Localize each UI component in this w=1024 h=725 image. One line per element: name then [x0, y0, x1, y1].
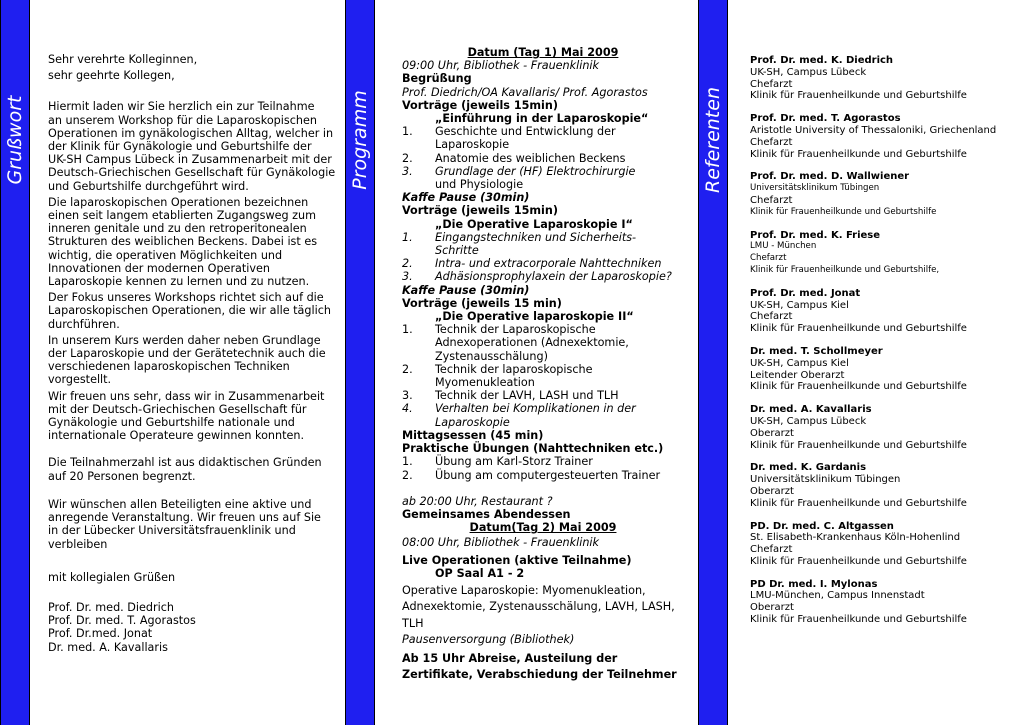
text-line: Deutsch-Griechischen Gesellschaft für Gynäkologie	[48, 166, 336, 180]
referent-detail: UK-SH, Campus Lübeck	[750, 415, 867, 427]
list-text: Geschichte und Entwicklung der Laparoskopie	[435, 125, 616, 152]
referent-name: Prof. Dr. med. T. Agorastos	[750, 113, 901, 125]
text-line: verschiedenen laparoskopischen Techniken	[48, 360, 290, 374]
text-line: Adnexektomie, Zystenausschälung, LAVH, LASH,	[402, 600, 675, 614]
list-number: 2.	[402, 362, 413, 376]
referent-entry	[750, 404, 1020, 451]
list-text: Technik der Laparoskopische Adnexoperationen (Adnexektomie, Zystenausschälung)	[435, 323, 629, 363]
list-number: 3.	[402, 389, 413, 403]
text-line: anregende Veranstaltung. Wir freuen uns auf Sie	[48, 511, 321, 525]
text-line: Gynäkologie und Geburtshilfe nationale und	[48, 416, 295, 430]
block1-subtitle: „Einführung in der Laparoskopie“	[435, 112, 649, 126]
text-line: Der Fokus unseres Workshops richtet sich auf die	[48, 291, 324, 305]
text-line: wichtig, die operativen Möglichkeiten und	[48, 248, 283, 262]
list-item	[402, 402, 684, 428]
list-text: Adhäsionsprophylaxein der Laparoskopie?	[435, 270, 672, 284]
evening-dinner: Gemeinsames Abendessen	[402, 507, 571, 521]
referent-name: Prof. Dr. med. K. Friese	[750, 229, 881, 241]
referent-detail: UK-SH, Campus Lübeck	[750, 66, 867, 78]
list-item	[402, 389, 684, 402]
greeting-heading: Begrüßung	[402, 72, 472, 86]
list-item	[402, 165, 684, 178]
list-text: Technik der laparoskopische Myomenukleation	[435, 362, 593, 390]
text-line: inneren genitale und zu den retroperitonealen	[48, 222, 307, 236]
closing-program	[402, 651, 684, 684]
referent-entry	[750, 462, 1020, 509]
text-line: Operationen im gynäkologischen Alltag, welcher in	[48, 126, 334, 140]
text-line: Laparoskopischen Operationen, die wir alle täglich	[48, 304, 331, 318]
referent-detail: Klinik für Frauenheilkunde und Geburtshilfe	[750, 439, 967, 451]
block3-heading: Vorträge (jeweils 15 min)	[402, 296, 562, 310]
day1-location: 09:00 Uhr, Bibliothek - Frauenklinik	[402, 59, 600, 73]
text-line: Wir freuen uns sehr, dass wir in Zusammenarbeit	[48, 389, 325, 403]
referent-detail: Oberarzt	[750, 602, 794, 614]
referent-entry	[750, 55, 1020, 102]
list-text: Technik der LAVH, LASH und TLH	[435, 389, 619, 403]
referent-name: PD. Dr. med. C. Altgassen	[750, 520, 894, 532]
text-line: Prof. Dr. med. T. Agorastos	[48, 614, 196, 628]
referent-entry	[750, 579, 1020, 626]
block2-list	[402, 231, 684, 284]
list-number: 3.	[402, 164, 413, 178]
referent-name: Prof. Dr. med. D. Wallwiener	[750, 171, 910, 183]
text-line: der Laparoskopie und der Gerätetechnik auch die	[48, 347, 326, 361]
day2-title: Datum(Tag 2) Mai 2009	[469, 521, 617, 535]
list-item	[402, 231, 684, 257]
program-schedule	[402, 46, 684, 684]
referent-detail: St. Elisabeth-Krankenhaus Köln-Hohenlind	[750, 532, 961, 544]
text-line: internationale Operateure gewinnen konnten.	[48, 429, 305, 443]
list-item	[402, 455, 684, 468]
text-line: Innovationen der modernen Operativen	[48, 261, 270, 275]
signatures	[48, 601, 338, 654]
block3-list	[402, 323, 684, 429]
text-line: Operative Laparoskopie: Myomenukleation,	[402, 583, 646, 597]
text-line: Laparoskopie kennen zu lernen und zu nutzen.	[48, 275, 310, 289]
block2-subtitle: „Die Operative Laparoskopie I“	[435, 217, 633, 231]
block3-subtitle: „Die Operative laparoskopie II“	[435, 310, 634, 324]
referent-name: Prof. Dr. med. Jonat	[750, 287, 861, 299]
list-text: Übung am computergesteuerten Trainer	[435, 468, 661, 482]
list-text: Anatomie des weiblichen Beckens	[435, 151, 626, 165]
block1-heading: Vorträge (jeweils 15min)	[402, 98, 558, 112]
practical-heading: Praktische Übungen (Nahttechniken etc.)	[402, 442, 664, 456]
referent-detail: UK-SH, Campus Kiel	[750, 299, 849, 311]
text-line: Hiermit laden wir Sie herzlich ein zur Teilnahme	[48, 100, 315, 114]
referent-detail: Chefarzt	[750, 253, 787, 264]
list-item	[402, 323, 684, 363]
referent-detail: Klinik für Frauenheilkunde und Geburtshilfe	[750, 497, 967, 509]
referent-detail: Klinik für Frauenheilkunde und Geburtshilfe,	[750, 264, 940, 275]
text-line: Strukturen des weiblichen Beckens. Dabei ist es	[48, 235, 318, 249]
side-label-programm: Programm	[349, 90, 371, 190]
text-line: Die laparoskopischen Operationen bezeichnen	[48, 195, 309, 209]
referent-entry	[750, 171, 1020, 218]
referent-detail: Chefarzt	[750, 544, 793, 556]
referent-entry	[750, 113, 1020, 160]
text-line: Die Teilnahmerzahl ist aus didaktischen Gründen	[48, 456, 322, 470]
text-line: durchführen.	[48, 317, 120, 331]
list-number: 2.	[402, 151, 413, 165]
referent-detail: Universitätsklinikum Tübingen	[750, 183, 880, 194]
live-heading: Live Operationen (aktive Teilnahme)	[402, 553, 632, 567]
list-number: 2.	[402, 257, 413, 271]
list-number: 1.	[402, 323, 413, 337]
referent-detail: Klinik für Frauenheilkunde und Geburtshilfe	[750, 323, 967, 335]
referent-detail: Klinik für Frauenheilkunde und Geburtshilfe	[750, 555, 967, 567]
referent-entry	[750, 288, 1020, 335]
list-text: Grundlage der (HF) Elektrochirurgie	[435, 164, 636, 178]
text-line: Prof. Dr.med. Jonat	[48, 627, 153, 641]
practical-list	[402, 455, 684, 481]
coffee-break-1: Kaffe Pause (30min)	[402, 191, 530, 205]
list-text: Verhalten bei Komplikationen in der Laparoskopie	[435, 402, 636, 429]
list-number: 1.	[402, 230, 413, 244]
list-item	[402, 469, 684, 482]
block1-list	[402, 125, 684, 178]
list-number: 2.	[402, 468, 413, 482]
text-line: mit der Deutsch-Griechischen Gesellschaft für	[48, 402, 307, 416]
side-label-grusswort: Grußwort	[4, 95, 26, 185]
live-room: OP Saal A1 - 2	[435, 566, 525, 580]
referent-name: Prof. Dr. med. K. Diedrich	[750, 55, 894, 66]
text-line: UK-SH Campus Lübeck in Zusammenarbeit mit der	[48, 153, 332, 167]
greeting-speakers: Prof. Diedrich/OA Kavallaris/ Prof. Agorastos	[402, 85, 648, 99]
referent-detail: Chefarzt	[750, 136, 793, 148]
letter-paragraph-7	[48, 498, 338, 551]
text-line: in der Lübecker Universitätsfrauenklinik und	[48, 524, 296, 538]
day1-title: Datum (Tag 1) Mai 2009	[467, 46, 619, 59]
list-text: Übung am Karl-Storz Trainer	[435, 455, 593, 469]
referent-detail: Leitender Oberarzt	[750, 369, 845, 381]
right-side-bar	[698, 0, 728, 725]
referent-detail: Klinik für Frauenheilkunde und Geburtshilfe	[750, 148, 967, 160]
referent-detail: Chefarzt	[750, 311, 793, 323]
referent-name: Dr. med. A. Kavallaris	[750, 404, 872, 416]
referent-detail: Universitätsklinikum Tübingen	[750, 474, 901, 486]
list-item	[402, 363, 684, 389]
list-item	[402, 257, 684, 270]
referent-detail: LMU - München	[750, 241, 817, 252]
letter-paragraph-6	[48, 456, 338, 482]
text-line: und Geburtshilfe durchgeführt wird.	[48, 179, 249, 193]
referent-detail: Chefarzt	[750, 194, 793, 206]
block1-tail: und Physiologie	[435, 178, 524, 192]
referent-detail: Oberarzt	[750, 427, 794, 439]
list-item	[402, 125, 684, 151]
referent-detail: Oberarzt	[750, 485, 794, 497]
list-number: 4.	[402, 402, 413, 416]
list-item	[402, 270, 684, 283]
greeting-letter	[48, 53, 338, 654]
text-line: der Klinik für Gynäkologie und Geburtshilfe der	[48, 140, 312, 154]
letter-paragraph-5	[48, 390, 338, 443]
text-line: Zertifikate, Verabschiedung der Teilnehmer	[402, 668, 677, 682]
text-line: Wir wünschen allen Beteiligten eine aktive und	[48, 497, 312, 511]
letter-paragraph-2	[48, 196, 338, 288]
referent-detail: Klinik für Frauenheilkunde und Geburtshilfe	[750, 90, 967, 102]
text-line: TLH	[402, 616, 424, 630]
referent-name: Dr. med. T. Schollmeyer	[750, 345, 883, 357]
lunch-day2: Pausenversorgung (Bibliothek)	[402, 633, 575, 647]
referent-name: PD Dr. med. I. Mylonas	[750, 578, 878, 590]
text-line: Dr. med. A. Kavallaris	[48, 640, 168, 654]
text-line: Ab 15 Uhr Abreise, Austeilung der	[402, 651, 618, 665]
list-number: 3.	[402, 270, 413, 284]
letter-paragraph-4	[48, 334, 338, 387]
text-line: verbleiben	[48, 537, 108, 551]
referent-detail: UK-SH, Campus Kiel	[750, 357, 849, 369]
side-label-referenten: Referenten	[702, 87, 724, 193]
referent-entry	[750, 230, 1020, 277]
lunch: Mittagsessen (45 min)	[402, 428, 544, 442]
referent-detail: LMU-München, Campus Innenstadt	[750, 590, 925, 602]
block2-heading: Vorträge (jeweils 15min)	[402, 204, 558, 218]
text-line: In unserem Kurs werden daher neben Grundlage	[48, 333, 321, 347]
text-line: auf 20 Personen begrenzt.	[48, 469, 196, 483]
list-number: 1.	[402, 125, 413, 139]
referent-detail: Aristotle University of Thessaloniki, Griechenland	[750, 124, 997, 136]
salutation-1: Sehr verehrte Kolleginnen,	[48, 53, 198, 66]
referents-list	[750, 55, 1020, 637]
referent-entry	[750, 521, 1020, 568]
evening-time: ab 20:00 Uhr, Restaurant ?	[402, 494, 553, 508]
list-text: Intra- und extracorporale Nahttechniken	[435, 257, 662, 271]
list-number: 1.	[402, 455, 413, 469]
letter-paragraph-1	[48, 100, 338, 192]
referent-detail: Klinik für Frauenheilkunde und Geburtshilfe	[750, 381, 967, 393]
text-line: einen seit langem etablierten Zugangsweg zum	[48, 209, 316, 223]
day2-location: 08:00 Uhr, Bibliothek - Frauenklinik	[402, 536, 600, 550]
coffee-break-2: Kaffe Pause (30min)	[402, 283, 530, 297]
middle-side-bar	[345, 0, 375, 725]
left-side-bar	[0, 0, 30, 725]
salutation-2: sehr geehrte Kollegen,	[48, 69, 175, 83]
text-line: vorgestellt.	[48, 373, 112, 387]
list-text: Eingangstechniken und Sicherheits- Schritte	[435, 230, 637, 258]
referent-detail: Chefarzt	[750, 78, 793, 90]
referent-detail: Klinik für Frauenheilkunde und Geburtshilfe	[750, 614, 967, 626]
referent-name: Dr. med. K. Gardanis	[750, 462, 867, 474]
live-description	[402, 583, 684, 633]
text-line: Prof. Dr. med. Diedrich	[48, 600, 174, 614]
referent-entry	[750, 346, 1020, 393]
list-item	[402, 152, 684, 165]
letter-paragraph-3	[48, 291, 338, 331]
closing: mit kollegialen Grüßen	[48, 570, 176, 584]
text-line: an unserem Workshop für die Laparoskopischen	[48, 113, 317, 127]
referent-detail: Klinik für Frauenheilkunde und Geburtshilfe	[750, 206, 937, 217]
